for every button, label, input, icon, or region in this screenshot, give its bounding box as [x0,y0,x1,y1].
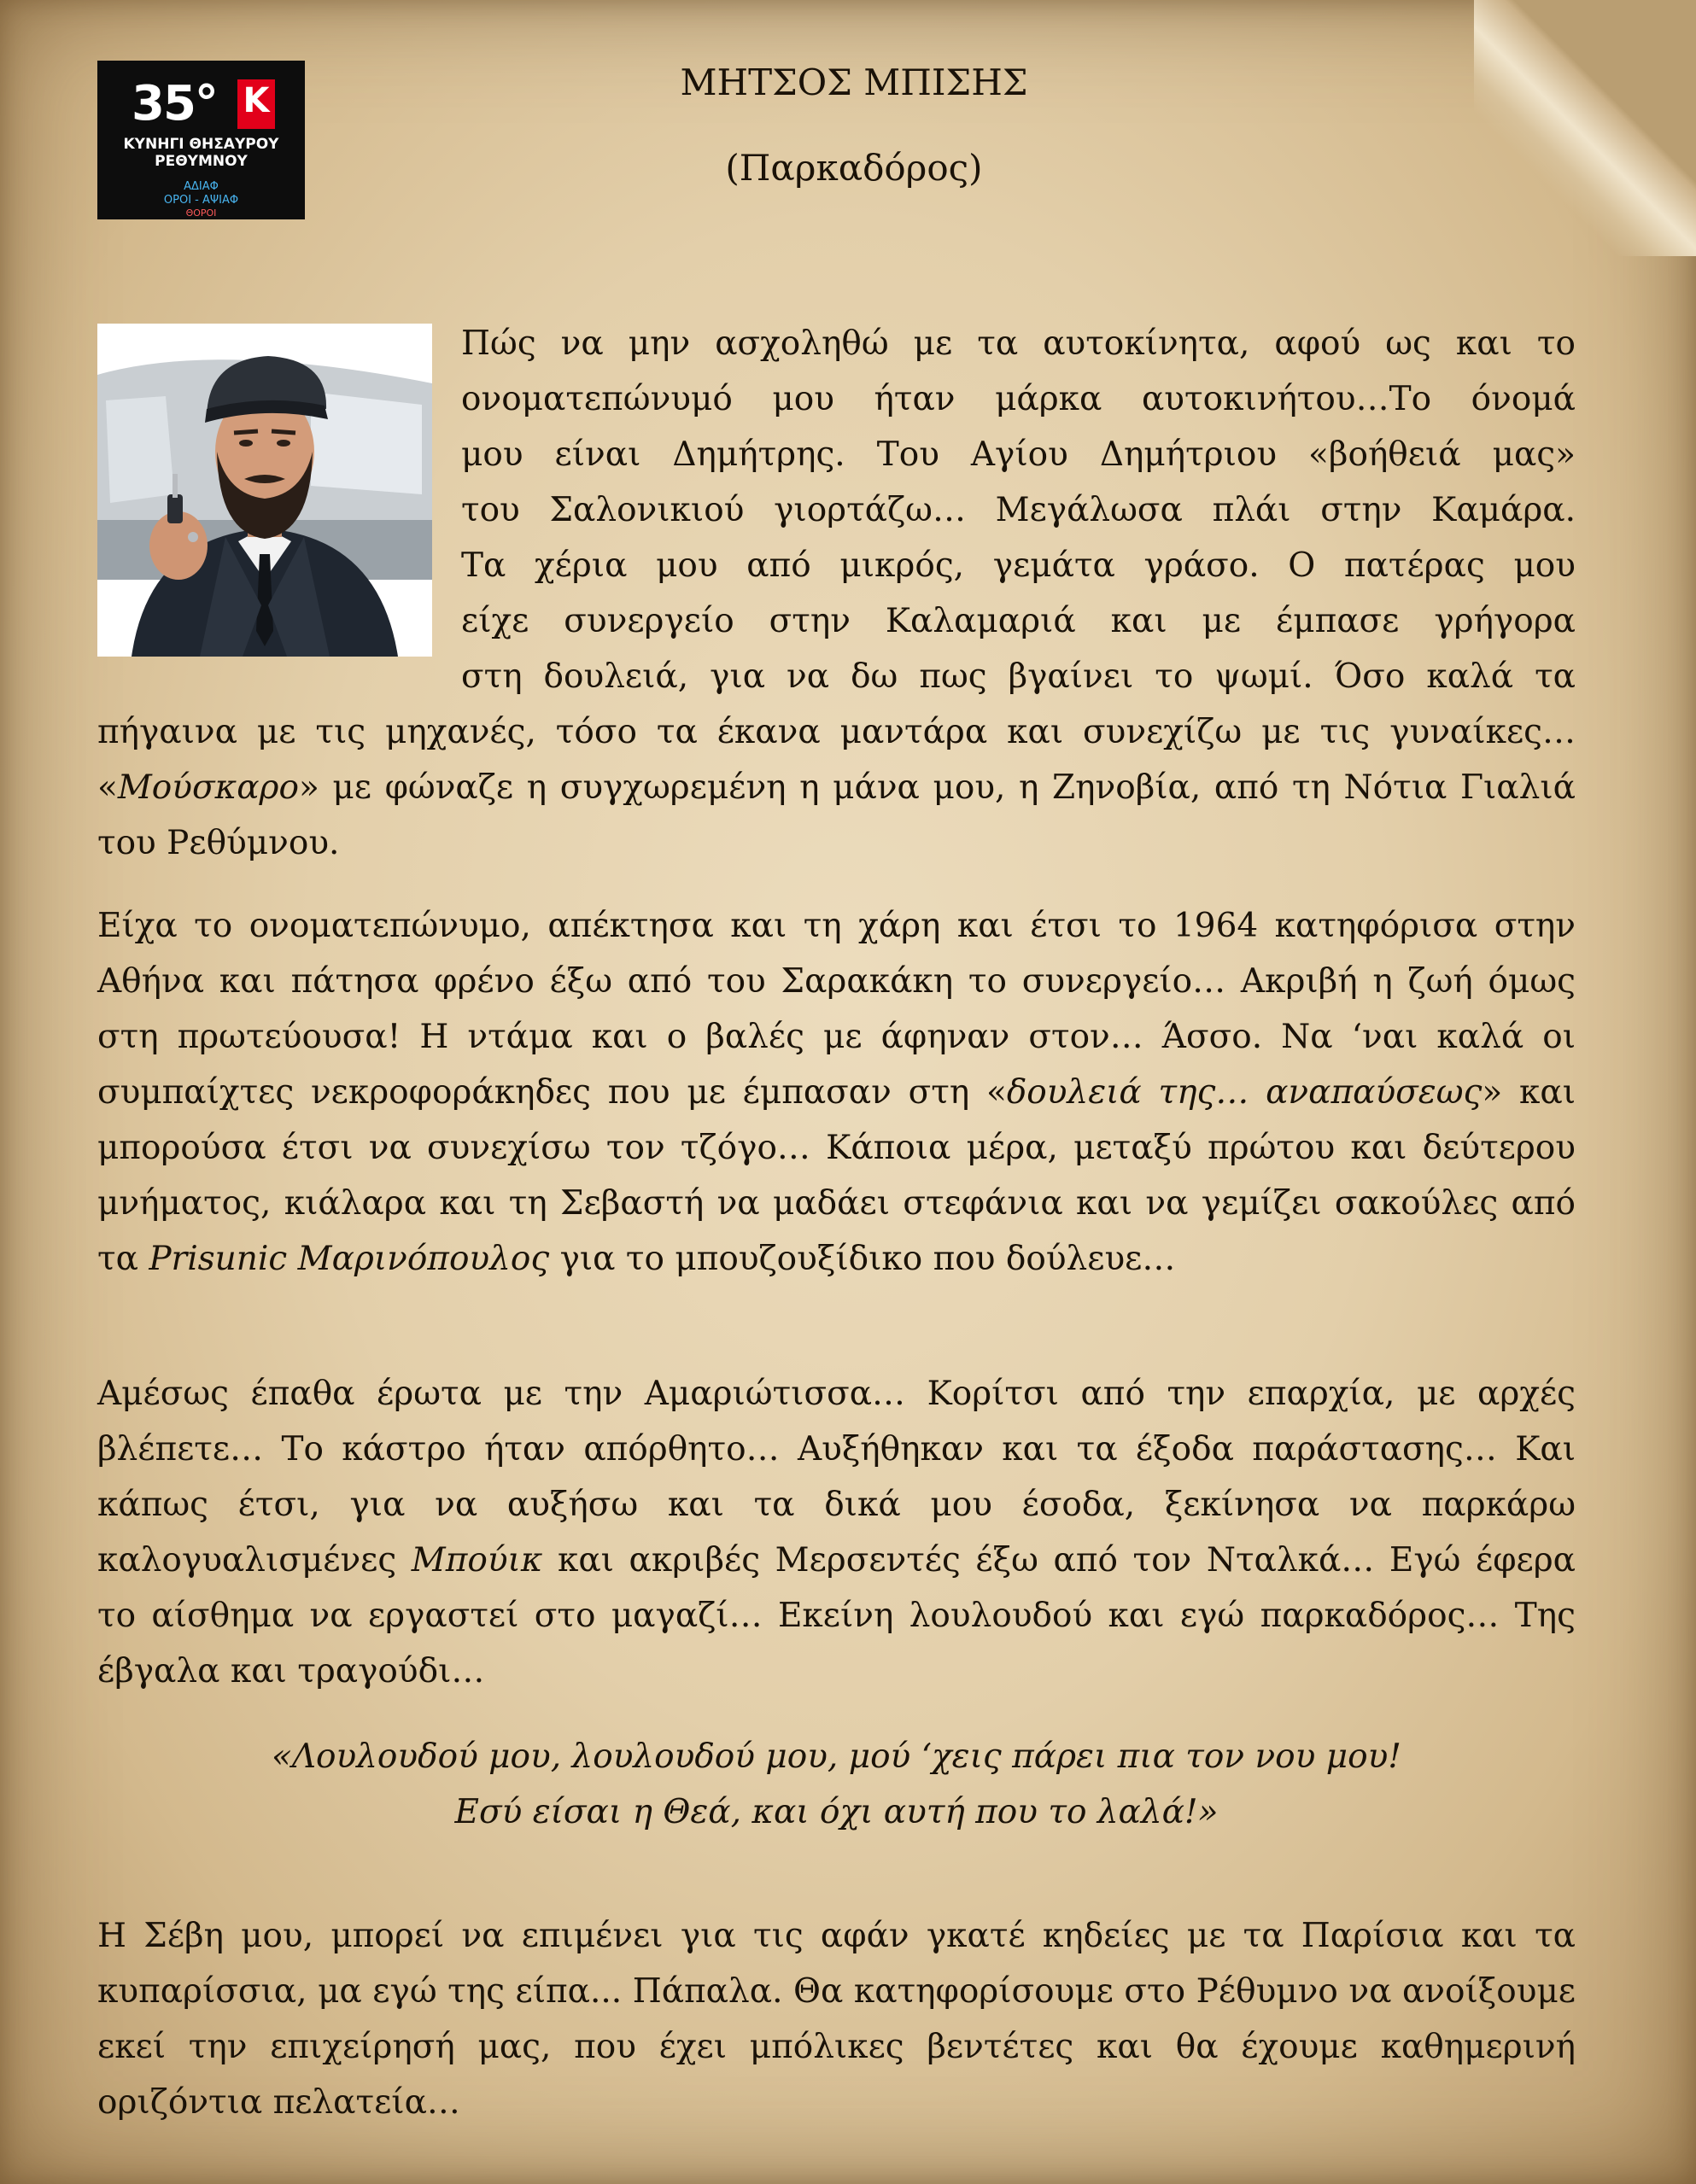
paragraph-1-line: του Σαλονικιού γιορτάζω… Μεγάλωσα πλάι στην Καμάρα. [461,491,1576,529]
song-line-1: «Λουλουδού μου, λουλουδού μου, μού ‘χεις πάρει πια τον νου μου! [272,1737,1401,1776]
paragraph-3-text-2: και ακριβές Μερσεντές έξω από τον Νταλκά… Εγώ έφερα το αίσθημα να εργαστεί στο μαγαζί… Εκείνη λουλουδού και εγώ παρκαδόρος… Της έβγαλα και τραγούδι… [97,1541,1576,1691]
paragraph-1-continued [97,704,1576,871]
logo-line-2: ΡΕΘΥΜΝΟΥ [155,153,248,170]
paragraph-1-text: πήγαινα με τις μηχανές, τόσο τα έκανα μαντάρα και συνεχίζω με τις γυναίκες… « [97,713,1576,807]
logo-line-4: ΟΡΟΙ - ΑΨΙΑΦ [163,194,239,207]
logo-line-1: ΚΥΝΗΓΙ ΘΗΣΑΥΡΟΥ [123,136,279,153]
paragraph-1-wrapped [461,316,1576,704]
event-logo [97,61,305,219]
paragraph-4-text: Η Σέβη μου, μπορεί να επιμένει για τις αφάν γκατέ κηδείες με τα Παρίσια και τα κυπαρίσσια, μα εγώ της είπα... Πάπαλα. Θα κατηφορίσουμε στο Ρέθυμνο να ανοίξουμε εκεί την επιχείρησή μας, που έχει μπόλικες βεντέτες και θα έχουμε καθημερινή οριζόντια πελατεία… [97,1917,1576,2122]
paragraph-2-text: Είχα το ονοματεπώνυμο, απέκτησα και τη χάρη και έτσι το 1964 κατηφόρισα στην Αθήνα και πάτησα φρένο έξω από του Σαρακάκη το συνεργείο… Ακριβή η ζωή όμως στη πρωτεύουσα! Η ντάμα και ο βαλές με άφηναν στον… Άσσο. Να ‘ναι καλά οι συμπαίχτες νεκροφοράκηδες που με έμπασαν στη « [97,907,1576,1112]
paragraph-1-line: Πώς να μην ασχοληθώ με τα αυτοκίνητα, αφού ως και το [461,324,1576,363]
paragraph-2-italic-2: Prisunic Μαρινόπουλος [149,1240,550,1278]
character-name: ΜΗΤΣΟΣ ΜΠΙΣΗΣ [680,61,1028,103]
logo-line-5: ΘΟΡΟΙ [185,207,217,219]
paragraph-3-text: Αμέσως έπαθα έρωτα με την Αμαριώτισσα… Κορίτσι από την επαρχία, με αρχές βλέπετε… Το κάστρο ήταν απόρθητο… Αυξήθηκαν και τα έξοδα παράστασης… Και κάπως έτσι, για να αυξήσω και τα δικά μου έσοδα, ξεκίνησα να παρκάρω καλογυαλισμένες [97,1375,1576,1580]
paragraph-1-line: στη δουλειά, για να δω πως βγαίνει το ψωμί. Όσο καλά τα [461,657,1576,696]
page-curl-corner [1474,0,1696,256]
paragraph-1-line: είχε συνεργείο στην Καλαμαριά και με έμπασε γρήγορα [461,602,1576,640]
logo-line-3: ΑΔΙΑΦ [184,180,219,193]
logo-number: 35° [132,76,217,131]
logo-brand-mark: K [237,79,275,129]
song-line-2: Εσύ είσαι η Θεά, και όχι αυτή που το λαλά!» [454,1793,1219,1831]
paragraph-3 [97,1366,1576,1699]
paragraph-2 [97,898,1576,1287]
song-lyrics [97,1729,1576,1840]
paragraph-2-italic-1: δουλειά της… αναπαύσεως [1006,1073,1483,1112]
paragraph-1-italic: Μούσκαρο [117,768,299,807]
paragraph-3-italic: Μπούικ [411,1541,543,1580]
portrait-illustration [97,324,432,657]
paragraph-1-line: ονοματεπώνυμό μου ήταν μάρκα αυτοκινήτου…Το όνομά [461,380,1576,418]
paragraph-2-text-2: » και μπορούσα έτσι να συνεχίσω τον τζόγο… Κάποια μέρα, μεταξύ πρώτου και δεύτερου μνήματος, κιάλαρα και τη Σεβαστή να μαδάει στεφάνια και να γεμίζει σακούλες από τα [97,1073,1576,1278]
paragraph-4 [97,1908,1576,2130]
paragraph-1-line: μου είναι Δημήτρης. Του Αγίου Δημήτριου «βοήθειά μας» [461,435,1576,474]
paragraph-2-text-3: για το μπουζουξίδικο που δούλευε… [549,1240,1176,1278]
paragraph-1-text-end: » με φώναζε η συγχωρεμένη η μάνα μου, η Ζηνοβία, από τη Νότια Γιαλιά του Ρεθύμνου. [97,768,1576,862]
character-role: (Παρκαδόρος) [725,147,983,189]
paragraph-1-line: Τα χέρια μου από μικρός, γεμάτα γράσο. Ο πατέρας μου [461,546,1576,585]
